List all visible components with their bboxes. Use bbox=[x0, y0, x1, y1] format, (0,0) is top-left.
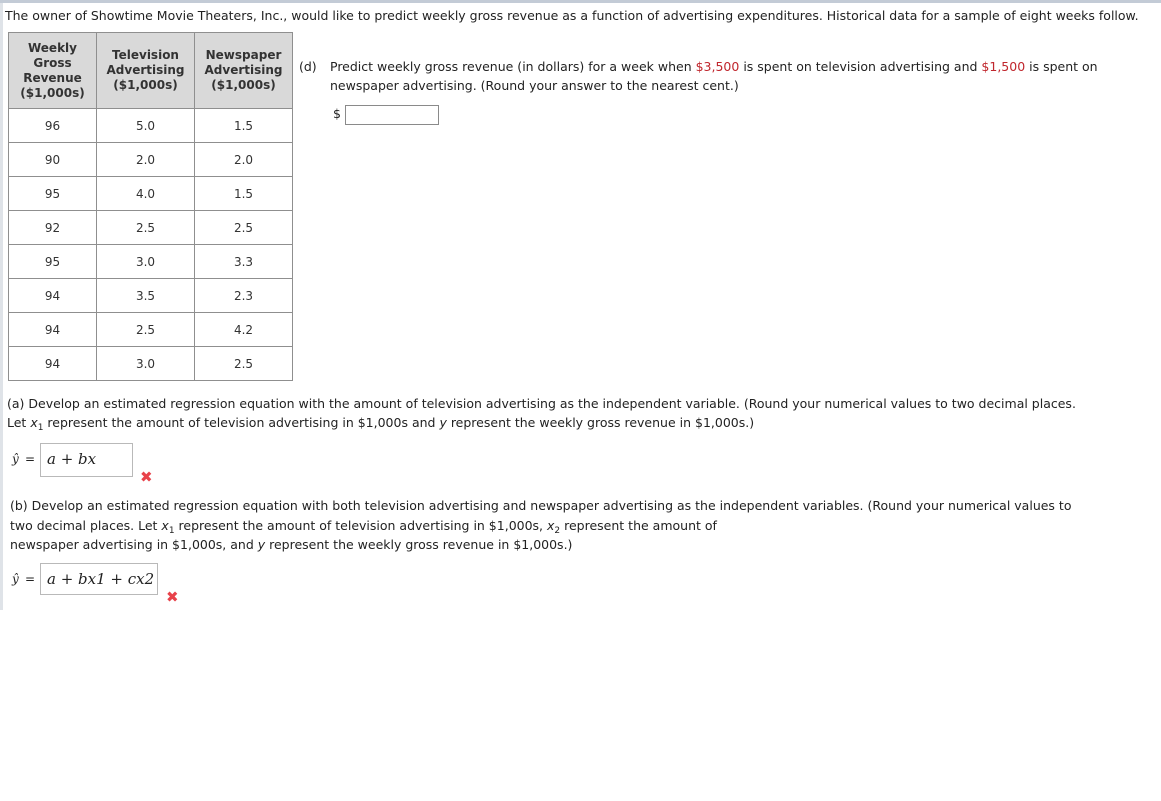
header-weekly-gross-revenue bbox=[9, 33, 97, 109]
cell-tv: 4.0 bbox=[97, 177, 195, 211]
y-hat-symbol: ŷ bbox=[12, 572, 19, 586]
tv-amount: $3,500 bbox=[695, 59, 740, 74]
table-row bbox=[9, 347, 293, 381]
part-b-line-1: (b) Develop an estimated regression equation with both television advertising and newspaper advertising as the independent variables. (Round your numerical values to bbox=[10, 498, 1072, 513]
cell-revenue: 96 bbox=[9, 109, 97, 143]
part-b-line-2 bbox=[10, 516, 1160, 536]
part-d-text-2: is spent on television advertising and bbox=[739, 59, 982, 74]
part-a-line-2 bbox=[7, 413, 1157, 432]
text-segment: represent the weekly gross revenue in $1,000s.) bbox=[265, 537, 573, 552]
cell-tv: 2.0 bbox=[97, 143, 195, 177]
part-d-text-3: is spent on newspaper advertising. (Round your answer to the nearest cent.) bbox=[330, 59, 1098, 93]
table-row bbox=[9, 211, 293, 245]
currency-symbol: $ bbox=[333, 106, 341, 121]
cell-tv: 3.0 bbox=[97, 347, 195, 381]
cell-revenue: 94 bbox=[9, 279, 97, 313]
text-segment: newspaper advertising in $1,000s, and bbox=[10, 537, 258, 552]
cell-revenue: 95 bbox=[9, 177, 97, 211]
header-line: Gross bbox=[33, 55, 72, 70]
header-television-advertising bbox=[97, 33, 195, 109]
text-segment: represent the weekly gross revenue in $1,000s.) bbox=[446, 415, 755, 430]
var-x: x bbox=[30, 415, 38, 430]
cell-tv: 2.5 bbox=[97, 313, 195, 347]
header-line: ($1,000s) bbox=[20, 85, 85, 100]
data-table bbox=[8, 32, 293, 381]
table-row bbox=[9, 279, 293, 313]
part-d-answer-input[interactable] bbox=[345, 105, 439, 125]
header-line: Television bbox=[112, 48, 179, 62]
incorrect-icon: ✖ bbox=[140, 468, 153, 486]
header-line: ($1,000s) bbox=[113, 78, 178, 92]
top-border bbox=[0, 0, 1161, 3]
cell-newspaper: 2.3 bbox=[195, 279, 293, 313]
var-x: x bbox=[547, 517, 555, 533]
cell-newspaper: 2.0 bbox=[195, 143, 293, 177]
part-b-question bbox=[10, 496, 1160, 555]
table-row bbox=[9, 313, 293, 347]
text-segment: two decimal places. Let bbox=[10, 517, 162, 533]
cell-revenue: 94 bbox=[9, 347, 97, 381]
cell-newspaper: 2.5 bbox=[195, 211, 293, 245]
text-segment: represent the amount of television advertising in $1,000s, bbox=[174, 517, 548, 533]
cell-tv: 2.5 bbox=[97, 211, 195, 245]
table-row bbox=[9, 109, 293, 143]
cell-revenue: 95 bbox=[9, 245, 97, 279]
table-row bbox=[9, 245, 293, 279]
equals-sign: = bbox=[25, 452, 36, 466]
table-row bbox=[9, 177, 293, 211]
header-newspaper-advertising bbox=[195, 33, 293, 109]
table-header-row bbox=[9, 33, 293, 109]
cell-tv: 5.0 bbox=[97, 109, 195, 143]
header-line: Advertising bbox=[204, 63, 283, 77]
header-line: Revenue bbox=[23, 70, 82, 85]
part-d-label: (d) bbox=[299, 59, 317, 74]
left-border bbox=[0, 3, 3, 610]
part-a-answer-input[interactable]: a + bx bbox=[40, 443, 133, 477]
part-d-text bbox=[330, 57, 1160, 95]
cell-tv: 3.5 bbox=[97, 279, 195, 313]
incorrect-icon: ✖ bbox=[166, 588, 179, 606]
problem-intro: The owner of Showtime Movie Theaters, Inc., would like to predict weekly gross revenue as a function of advertising expenditures. Historical data for a sample of eight weeks follow. bbox=[5, 8, 1139, 23]
equals-sign: = bbox=[25, 572, 36, 586]
cell-revenue: 94 bbox=[9, 313, 97, 347]
part-a-question bbox=[7, 394, 1157, 432]
header-line: Weekly bbox=[27, 40, 77, 55]
part-b-answer-input[interactable]: a + bx1 + cx2 bbox=[40, 563, 158, 595]
subscript: 1 bbox=[168, 525, 175, 536]
text-segment: represent the amount of television advertising in $1,000s and bbox=[43, 415, 440, 430]
subscript: 1 bbox=[37, 423, 44, 433]
cell-tv: 3.0 bbox=[97, 245, 195, 279]
cell-revenue: 92 bbox=[9, 211, 97, 245]
cell-revenue: 90 bbox=[9, 143, 97, 177]
part-b-line-3 bbox=[10, 535, 1160, 555]
part-a-line-1: (a) Develop an estimated regression equation with the amount of television advertising as the independent variable. (Round your numerical values to two decimal places. bbox=[7, 396, 1076, 411]
header-line: Advertising bbox=[106, 63, 185, 77]
var-x: x bbox=[161, 517, 169, 533]
cell-newspaper: 4.2 bbox=[195, 313, 293, 347]
y-hat-symbol: ŷ bbox=[12, 452, 19, 466]
var-y: y bbox=[257, 537, 266, 552]
text-segment: represent the amount of bbox=[560, 517, 717, 533]
var-y: y bbox=[439, 415, 447, 430]
cell-newspaper: 1.5 bbox=[195, 177, 293, 211]
cell-newspaper: 1.5 bbox=[195, 109, 293, 143]
part-d-text-1: Predict weekly gross revenue (in dollars) for a week when bbox=[330, 59, 696, 74]
table-row bbox=[9, 143, 293, 177]
header-line: ($1,000s) bbox=[211, 78, 276, 92]
cell-newspaper: 2.5 bbox=[195, 347, 293, 381]
newspaper-amount: $1,500 bbox=[981, 59, 1026, 74]
cell-newspaper: 3.3 bbox=[195, 245, 293, 279]
header-line: Newspaper bbox=[205, 48, 282, 62]
subscript: 2 bbox=[554, 525, 561, 536]
text-segment: Let bbox=[7, 415, 31, 430]
